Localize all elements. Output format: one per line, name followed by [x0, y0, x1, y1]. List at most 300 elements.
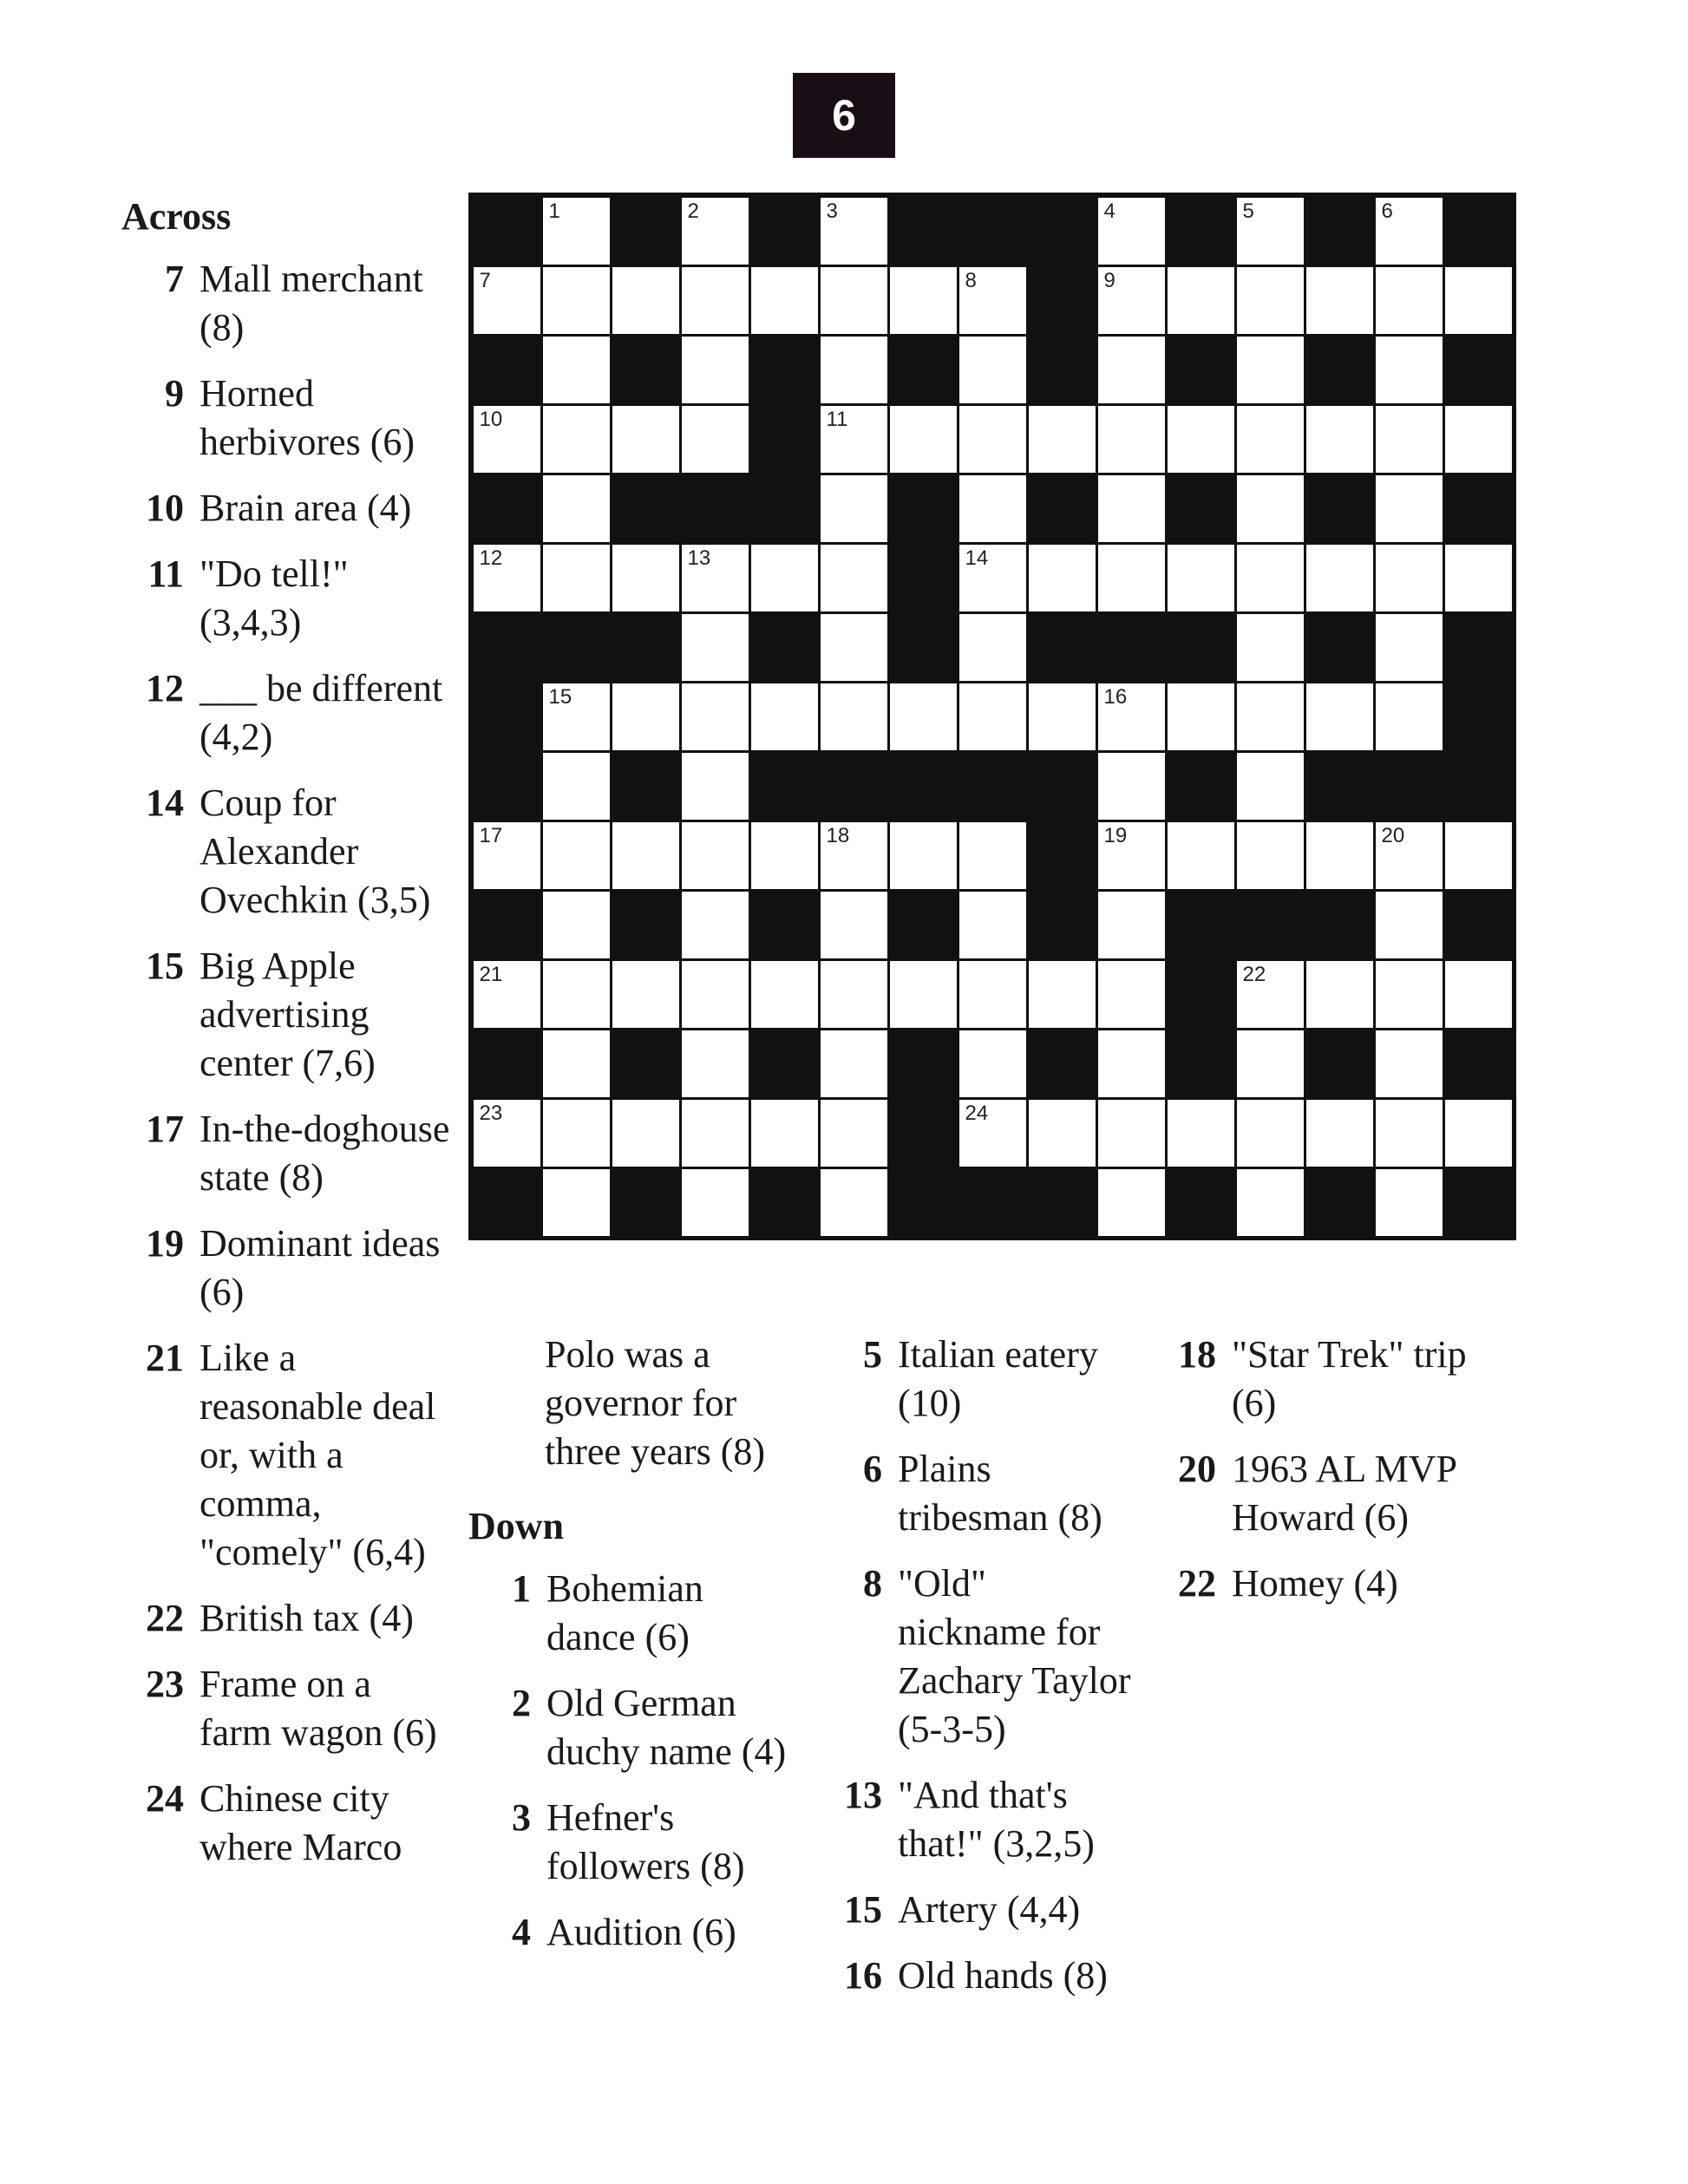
- clue-text: Old German duchy name (4): [546, 1682, 787, 1773]
- grid-cell[interactable]: [1445, 961, 1512, 1028]
- grid-cell[interactable]: [821, 267, 887, 334]
- grid-block: [1166, 335, 1235, 404]
- grid-cell[interactable]: [1376, 892, 1443, 958]
- grid-cell[interactable]: [682, 267, 749, 334]
- grid-cell[interactable]: [959, 475, 1026, 542]
- clue-item[interactable]: [121, 484, 451, 533]
- grid-block: [749, 474, 819, 543]
- grid-cell[interactable]: [1237, 545, 1304, 611]
- clue-text: Chinese city where Marco: [200, 1777, 402, 1868]
- grid-cell[interactable]: [1376, 475, 1443, 542]
- clue-number: 22: [1178, 1562, 1216, 1605]
- grid-block: [888, 890, 958, 959]
- grid-cell[interactable]: [1098, 1100, 1165, 1167]
- grid-cell[interactable]: [1168, 822, 1234, 889]
- grid-cell[interactable]: [1029, 545, 1096, 611]
- clue-number: 8: [863, 1562, 882, 1605]
- grid-block: [472, 890, 541, 959]
- clue-item[interactable]: [468, 1908, 798, 1957]
- cell-number: 12: [479, 546, 503, 570]
- clue-item[interactable]: [820, 1331, 1141, 1428]
- grid-block: [888, 1098, 958, 1167]
- across-clue-list: [121, 255, 451, 1872]
- clue-text: British tax (4): [200, 1597, 414, 1639]
- clue-text: Mall merchant (8): [200, 258, 423, 349]
- clue-item[interactable]: [820, 1560, 1141, 1754]
- grid-cell[interactable]: [612, 683, 679, 750]
- grid-cell[interactable]: [821, 1100, 887, 1167]
- grid-cell[interactable]: [1098, 545, 1165, 611]
- grid-block: [611, 1029, 680, 1098]
- grid-cell[interactable]: [959, 267, 1026, 334]
- grid-cell[interactable]: [1098, 961, 1165, 1028]
- grid-cell[interactable]: [543, 892, 610, 958]
- grid-cell[interactable]: [1098, 892, 1165, 958]
- clue-item[interactable]: [121, 664, 451, 762]
- grid-cell[interactable]: [1098, 683, 1165, 750]
- grid-cell[interactable]: [543, 406, 610, 473]
- grid-cell[interactable]: [1306, 267, 1373, 334]
- grid-cell[interactable]: [821, 198, 887, 265]
- clue-number: 16: [844, 1954, 882, 1997]
- grid-cell[interactable]: [543, 1030, 610, 1097]
- clue-number: 2: [512, 1682, 531, 1724]
- clue-number: 11: [147, 553, 184, 595]
- grid-cell[interactable]: [1098, 1030, 1165, 1097]
- clue-text: "And that's that!" (3,2,5): [898, 1774, 1095, 1865]
- clue-item[interactable]: [468, 1565, 798, 1662]
- grid-cell[interactable]: [1029, 1100, 1096, 1167]
- grid-cell[interactable]: [1237, 614, 1304, 681]
- grid-cell[interactable]: [821, 961, 887, 1028]
- grid-cell[interactable]: [821, 406, 887, 473]
- grid-cell[interactable]: [821, 683, 887, 750]
- grid-cell[interactable]: [682, 337, 749, 403]
- grid-block: [611, 890, 680, 959]
- grid-block: [749, 335, 819, 404]
- clue-item[interactable]: [121, 1594, 451, 1643]
- grid-block: [819, 751, 888, 821]
- grid-cell[interactable]: [1098, 406, 1165, 473]
- clue-number: 15: [146, 945, 184, 987]
- clue-item[interactable]: [121, 550, 451, 647]
- cell-number: 6: [1381, 199, 1393, 223]
- grid-cell[interactable]: [543, 1100, 610, 1167]
- grid-cell[interactable]: [612, 822, 679, 889]
- clue-text: Brain area (4): [200, 487, 412, 529]
- grid-block: [1305, 196, 1374, 265]
- cell-number: 22: [1242, 962, 1266, 986]
- grid-cell[interactable]: [682, 683, 749, 750]
- clue-number: 19: [146, 1222, 184, 1265]
- clue-item[interactable]: [820, 1771, 1141, 1868]
- grid-cell[interactable]: [890, 406, 957, 473]
- clue-number: 3: [512, 1796, 531, 1839]
- grid-cell[interactable]: [1376, 1100, 1443, 1167]
- grid-cell[interactable]: [1237, 683, 1304, 750]
- clue-text: Bohemian dance (6): [546, 1567, 703, 1658]
- grid-cell[interactable]: [890, 961, 957, 1028]
- grid-cell[interactable]: [543, 198, 610, 265]
- clue-item[interactable]: [121, 255, 451, 352]
- grid-block: [888, 1167, 958, 1237]
- clue-item[interactable]: [121, 1220, 451, 1317]
- grid-cell[interactable]: [751, 822, 818, 889]
- grid-cell[interactable]: [959, 961, 1026, 1028]
- down-clue-list-1: [468, 1565, 798, 1957]
- grid-cell[interactable]: [821, 475, 887, 542]
- clue-text: Italian eatery (10): [898, 1333, 1098, 1424]
- grid-block: [680, 474, 749, 543]
- grid-cell[interactable]: [1376, 267, 1443, 334]
- grid-cell[interactable]: [612, 1100, 679, 1167]
- clue-item[interactable]: [121, 1105, 451, 1202]
- grid-block: [1096, 612, 1166, 682]
- grid-cell[interactable]: [1306, 406, 1373, 473]
- clue-item[interactable]: [820, 1445, 1141, 1542]
- grid-block: [1166, 196, 1235, 265]
- grid-cell[interactable]: [1445, 822, 1512, 889]
- grid-cell[interactable]: [751, 683, 818, 750]
- grid-cell[interactable]: [890, 683, 957, 750]
- grid-cell[interactable]: [751, 545, 818, 611]
- grid-cell[interactable]: [751, 267, 818, 334]
- grid-cell[interactable]: [682, 961, 749, 1028]
- grid-cell[interactable]: [1376, 822, 1443, 889]
- grid-cell[interactable]: [1445, 1100, 1512, 1167]
- grid-cell[interactable]: [1376, 961, 1443, 1028]
- grid-cell[interactable]: [1168, 683, 1234, 750]
- grid-cell[interactable]: [1376, 683, 1443, 750]
- clue-number: 5: [863, 1333, 882, 1376]
- grid-block: [958, 751, 1027, 821]
- clue-number: 24: [146, 1777, 184, 1820]
- grid-block: [958, 1167, 1027, 1237]
- grid-cell[interactable]: [682, 614, 749, 681]
- grid-cell[interactable]: [543, 683, 610, 750]
- grid-cell[interactable]: [959, 822, 1026, 889]
- cell-number: 19: [1103, 823, 1128, 847]
- clue-item[interactable]: [468, 1679, 798, 1776]
- grid-cell[interactable]: [1376, 406, 1443, 473]
- grid-cell[interactable]: [474, 961, 540, 1028]
- grid-cell[interactable]: [543, 475, 610, 542]
- grid-block: [1305, 1029, 1374, 1098]
- grid-cell[interactable]: [1168, 1100, 1234, 1167]
- grid-cell[interactable]: [1237, 1169, 1304, 1236]
- grid-block: [1027, 1029, 1096, 1098]
- grid-block: [749, 751, 819, 821]
- grid-cell[interactable]: [1168, 545, 1234, 611]
- clue-number: 22: [146, 1597, 184, 1639]
- grid-cell[interactable]: [751, 1100, 818, 1167]
- grid-cell[interactable]: [1098, 1169, 1165, 1236]
- grid-cell[interactable]: [1237, 337, 1304, 403]
- grid-cell[interactable]: [1306, 822, 1373, 889]
- grid-block: [1443, 196, 1513, 265]
- grid-cell[interactable]: [1376, 1030, 1443, 1097]
- grid-cell[interactable]: [959, 683, 1026, 750]
- grid-cell[interactable]: [959, 892, 1026, 958]
- grid-cell[interactable]: [1237, 267, 1304, 334]
- grid-cell[interactable]: [1098, 337, 1165, 403]
- grid-block: [611, 612, 680, 682]
- grid-block: [749, 890, 819, 959]
- clue-item[interactable]: [1154, 1560, 1483, 1608]
- grid-cell[interactable]: [682, 892, 749, 958]
- grid-cell[interactable]: [612, 267, 679, 334]
- grid-cell[interactable]: [1237, 1030, 1304, 1097]
- grid-cell[interactable]: [821, 1030, 887, 1097]
- grid-cell[interactable]: [543, 961, 610, 1028]
- clue-item[interactable]: [1154, 1331, 1483, 1428]
- grid-cell[interactable]: [682, 1169, 749, 1236]
- grid-cell[interactable]: [1168, 267, 1234, 334]
- grid-cell[interactable]: [612, 961, 679, 1028]
- grid-block: [1027, 751, 1096, 821]
- grid-cell[interactable]: [474, 267, 540, 334]
- grid-cell[interactable]: [682, 545, 749, 611]
- grid-block: [472, 335, 541, 404]
- clue-number: 13: [844, 1774, 882, 1816]
- grid-block: [1443, 474, 1513, 543]
- grid-cell[interactable]: [821, 1169, 887, 1236]
- grid-block: [888, 1029, 958, 1098]
- grid-cell[interactable]: [474, 1100, 540, 1167]
- grid-cell[interactable]: [682, 753, 749, 820]
- clue-item[interactable]: [121, 1775, 451, 1872]
- grid-cell[interactable]: [682, 406, 749, 473]
- grid-block: [1027, 612, 1096, 682]
- grid-block: [1166, 1029, 1235, 1098]
- clue-text: Coup for Alexander Ovechkin (3,5): [200, 781, 431, 921]
- grid-block: [888, 543, 958, 612]
- crossword-grid[interactable]: [468, 193, 1516, 1240]
- grid-block: [1027, 890, 1096, 959]
- cell-number: 17: [479, 823, 503, 847]
- grid-block: [888, 612, 958, 682]
- grid-cell[interactable]: [959, 1100, 1026, 1167]
- clue-item[interactable]: [1154, 1445, 1483, 1542]
- grid-cell[interactable]: [543, 1169, 610, 1236]
- clue-column-2: [468, 1331, 798, 1974]
- clue-text: ___ be different (4,2): [200, 667, 443, 758]
- grid-block: [1443, 1029, 1513, 1098]
- cell-number: 13: [687, 546, 711, 570]
- grid-cell[interactable]: [1376, 1169, 1443, 1236]
- grid-cell[interactable]: [612, 406, 679, 473]
- grid-cell[interactable]: [1098, 822, 1165, 889]
- grid-cell[interactable]: [682, 822, 749, 889]
- grid-cell[interactable]: [1376, 545, 1443, 611]
- clue-number: 9: [165, 372, 184, 415]
- clue-number: 12: [146, 667, 184, 709]
- grid-cell[interactable]: [543, 267, 610, 334]
- clue-item[interactable]: [121, 1660, 451, 1757]
- grid-block: [888, 474, 958, 543]
- grid-cell[interactable]: [1098, 267, 1165, 334]
- grid-cell[interactable]: [474, 545, 540, 611]
- clue-column-4: [1154, 1331, 1483, 1625]
- grid-cell[interactable]: [1098, 475, 1165, 542]
- grid-block: [1027, 196, 1096, 265]
- grid-block: [1166, 890, 1235, 959]
- clue-item[interactable]: [121, 942, 451, 1088]
- grid-cell[interactable]: [1237, 1100, 1304, 1167]
- grid-cell[interactable]: [1029, 406, 1096, 473]
- page-number-badge: 6: [793, 73, 895, 158]
- grid-block: [1443, 335, 1513, 404]
- clue-item[interactable]: [121, 1334, 451, 1577]
- cell-number: 11: [826, 407, 848, 431]
- grid-cell[interactable]: [1237, 822, 1304, 889]
- grid-cell[interactable]: [821, 614, 887, 681]
- grid-cell[interactable]: [1445, 267, 1512, 334]
- grid-block: [958, 196, 1027, 265]
- grid-block: [749, 612, 819, 682]
- cell-number: 2: [687, 199, 699, 223]
- grid-block: [541, 612, 611, 682]
- clue-number: 23: [146, 1663, 184, 1705]
- grid-cell[interactable]: [543, 337, 610, 403]
- grid-cell[interactable]: [1237, 753, 1304, 820]
- clue-text: Polo was a governor for three years (8): [545, 1333, 766, 1473]
- grid-cell[interactable]: [1029, 683, 1096, 750]
- grid-cell[interactable]: [1098, 198, 1165, 265]
- clue-item[interactable]: [820, 1952, 1141, 2000]
- grid-block: [1027, 821, 1096, 890]
- grid-block: [749, 1167, 819, 1237]
- grid-block: [1443, 682, 1513, 751]
- grid-cell[interactable]: [682, 198, 749, 265]
- grid-block: [611, 474, 680, 543]
- grid-cell[interactable]: [1098, 753, 1165, 820]
- cell-number: 9: [1103, 268, 1116, 292]
- cell-number: 10: [479, 407, 503, 431]
- grid-cell[interactable]: [1029, 961, 1096, 1028]
- clue-number: 10: [146, 487, 184, 529]
- clue-text: Hefner's followers (8): [546, 1796, 745, 1887]
- grid-cell[interactable]: [543, 753, 610, 820]
- cell-number: 5: [1242, 199, 1254, 223]
- grid-cell[interactable]: [959, 1030, 1026, 1097]
- grid-cell[interactable]: [1306, 545, 1373, 611]
- grid-cell[interactable]: [1445, 406, 1512, 473]
- grid-cell[interactable]: [751, 961, 818, 1028]
- cell-number: 24: [965, 1101, 989, 1125]
- cell-number: 3: [826, 199, 838, 223]
- grid-cell[interactable]: [1237, 198, 1304, 265]
- down-heading: Down: [468, 1505, 565, 1547]
- grid-block: [1235, 890, 1305, 959]
- clue-item[interactable]: [121, 779, 451, 925]
- clue-item[interactable]: [121, 369, 451, 467]
- clue-column-across: [121, 193, 451, 1889]
- clue-text: "Old" nickname for Zachary Taylor (5-3-5): [898, 1562, 1131, 1750]
- grid-block: [1027, 265, 1096, 335]
- grid-cell[interactable]: [959, 337, 1026, 403]
- grid-cell[interactable]: [1376, 614, 1443, 681]
- grid-block: [1443, 751, 1513, 821]
- clue-item[interactable]: [820, 1886, 1141, 1934]
- grid-cell[interactable]: [1306, 961, 1373, 1028]
- grid-cell[interactable]: [474, 822, 540, 889]
- cell-number: 23: [479, 1101, 503, 1125]
- clue-number: 7: [165, 258, 184, 300]
- clue-column-3: [820, 1331, 1141, 2017]
- grid-cell[interactable]: [890, 267, 957, 334]
- grid-cell[interactable]: [474, 406, 540, 473]
- grid-block: [611, 335, 680, 404]
- grid-block: [472, 1167, 541, 1237]
- grid-cell[interactable]: [890, 822, 957, 889]
- grid-cell[interactable]: [1237, 475, 1304, 542]
- grid-cell[interactable]: [959, 406, 1026, 473]
- grid-cell[interactable]: [1237, 961, 1304, 1028]
- grid-block: [888, 751, 958, 821]
- grid-cell[interactable]: [821, 545, 887, 611]
- clue-text: Horned herbivores (6): [200, 372, 415, 463]
- clue-text: Big Apple advertising center (7,6): [200, 945, 376, 1084]
- grid-cell[interactable]: [959, 545, 1026, 611]
- cell-number: 18: [826, 823, 850, 847]
- clue-number: 14: [146, 781, 184, 824]
- grid-cell[interactable]: [1376, 337, 1443, 403]
- clue-text: "Do tell!" (3,4,3): [200, 553, 349, 644]
- grid-cell[interactable]: [612, 545, 679, 611]
- grid-block: [1027, 1167, 1096, 1237]
- grid-block: [888, 196, 958, 265]
- grid-block: [1443, 1167, 1513, 1237]
- grid-block: [1443, 890, 1513, 959]
- grid-block: [1166, 612, 1235, 682]
- grid-block: [472, 474, 541, 543]
- cell-number: 1: [548, 199, 560, 223]
- grid-block: [1305, 751, 1374, 821]
- grid-cell[interactable]: [543, 545, 610, 611]
- cell-number: 16: [1103, 684, 1128, 709]
- grid-cell[interactable]: [821, 892, 887, 958]
- grid-cell[interactable]: [1376, 198, 1443, 265]
- grid-cell[interactable]: [682, 1100, 749, 1167]
- grid-block: [472, 682, 541, 751]
- grid-cell[interactable]: [543, 822, 610, 889]
- grid-cell[interactable]: [1306, 1100, 1373, 1167]
- clue-text: In-the-doghouse state (8): [200, 1108, 450, 1199]
- down-clue-list-3: [1154, 1331, 1483, 1608]
- grid-cell[interactable]: [1445, 545, 1512, 611]
- grid-block: [749, 404, 819, 474]
- cell-number: 15: [548, 684, 572, 709]
- grid-cell[interactable]: [959, 614, 1026, 681]
- grid-cell[interactable]: [1237, 406, 1304, 473]
- clue-number: 4: [512, 1911, 531, 1953]
- grid-cell[interactable]: [821, 822, 887, 889]
- clue-continuation: [468, 1331, 798, 1476]
- clue-item[interactable]: [468, 1794, 798, 1891]
- grid-cell[interactable]: [821, 337, 887, 403]
- grid-block: [1166, 474, 1235, 543]
- clue-text: Dominant ideas (6): [200, 1222, 441, 1313]
- clue-text: Homey (4): [1232, 1562, 1398, 1605]
- clue-text: "Star Trek" trip (6): [1232, 1333, 1467, 1424]
- grid-block: [1305, 612, 1374, 682]
- grid-cell[interactable]: [1168, 406, 1234, 473]
- grid-block: [611, 1167, 680, 1237]
- cell-number: 20: [1381, 823, 1405, 847]
- grid-cell[interactable]: [682, 1030, 749, 1097]
- grid-cell[interactable]: [1306, 683, 1373, 750]
